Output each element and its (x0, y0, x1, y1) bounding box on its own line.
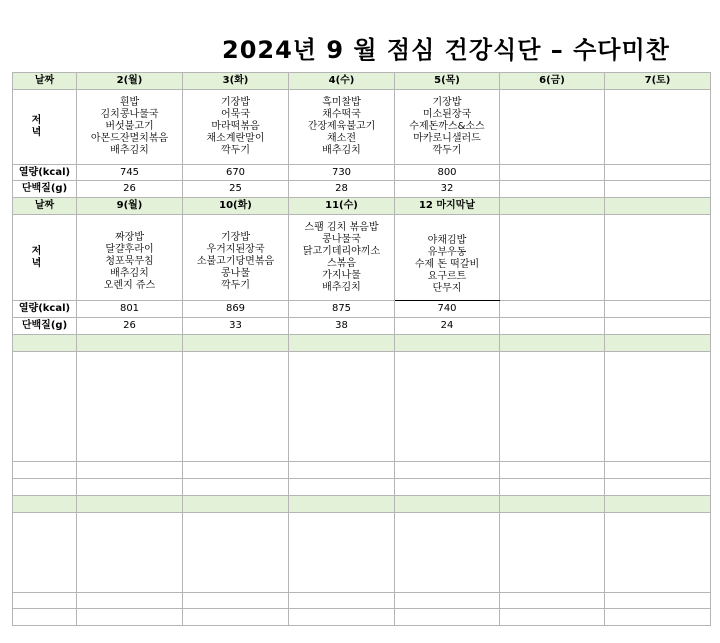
menu-item: 달걀후라이 (105, 243, 154, 255)
calories-value: 801 (77, 301, 183, 318)
meal-label: 저 녁 (13, 90, 77, 165)
menu-cell (395, 215, 500, 301)
week2-header-row (13, 198, 711, 215)
calories-value (605, 165, 711, 181)
protein-label: 단백질(g) (13, 318, 77, 335)
day-header: 10(화) (183, 198, 289, 215)
day-header: 4(수) (289, 73, 395, 90)
menu-item: 채수떡국 (322, 109, 361, 120)
protein-value: 33 (183, 318, 289, 335)
menu-item: 기장밥 (221, 97, 250, 108)
menu-item: 오렌지 쥬스 (103, 279, 156, 291)
menu-item: 마카로니샐러드 (413, 133, 481, 144)
meal-label: 저 녁 (13, 215, 77, 301)
day-header (605, 198, 711, 215)
day-header: 6(금) (500, 73, 605, 90)
page-title: 2024년 9 월 점심 건강식단 – 수다미찬 (222, 36, 670, 64)
menu-item: 콩나물 (221, 267, 250, 279)
day-header: 7(토) (605, 73, 711, 90)
week4-header-row (13, 496, 711, 513)
menu-item: 배추김치 (110, 267, 149, 279)
protein-value (605, 181, 711, 198)
day-header: 11(수) (289, 198, 395, 215)
day-header: 12 마지막날 (395, 198, 500, 215)
menu-item: 기장밥 (432, 97, 462, 108)
menu-cell (289, 215, 395, 301)
day-header: 2(월) (77, 73, 183, 90)
menu-cell (183, 215, 289, 301)
week2-menu-row (13, 215, 711, 301)
protein-value (500, 318, 605, 335)
date-label: 날짜 (13, 73, 77, 90)
calories-value: 869 (183, 301, 289, 318)
menu-item: 미소된장국 (422, 109, 472, 120)
protein-value: 32 (395, 181, 500, 198)
menu-item: 간장제육불고기 (307, 121, 376, 132)
menu-item: 채소전 (327, 133, 356, 144)
week3-protein-row (13, 479, 711, 496)
menu-item: 배추김치 (322, 281, 361, 293)
calories-value (605, 301, 711, 318)
menu-cell-empty (500, 215, 605, 301)
menu-cell-empty (500, 90, 605, 165)
menu-item: 스팸 김치 볶음밥 (304, 221, 379, 233)
calories-value: 745 (77, 165, 183, 181)
date-label: 날짜 (13, 198, 77, 215)
day-header: 3(화) (183, 73, 289, 90)
week4-menu-row (13, 513, 711, 593)
menu-item: 짜장밥 (115, 231, 144, 243)
protein-value: 26 (77, 181, 183, 198)
week1-header-row (13, 73, 711, 90)
protein-value: 25 (183, 181, 289, 198)
menu-item: 스볶음 (327, 257, 356, 269)
calories-value (500, 301, 605, 318)
menu-item: 청포묵무침 (105, 255, 154, 267)
week3-menu-row (13, 352, 711, 462)
menu-item: 수제 돈 떡갈비 (414, 258, 480, 270)
protein-value: 38 (289, 318, 395, 335)
week3-header-row (13, 335, 711, 352)
menu-item: 유부우동 (427, 246, 467, 258)
calories-value: 730 (289, 165, 395, 181)
protein-value (605, 318, 711, 335)
menu-item: 기장밥 (221, 231, 250, 243)
menu-item: 깍두기 (221, 279, 250, 291)
protein-value: 28 (289, 181, 395, 198)
week4-calories-row (13, 593, 711, 609)
protein-value: 24 (395, 318, 500, 335)
menu-item: 배추김치 (110, 145, 149, 156)
menu-item: 김치콩나물국 (100, 109, 159, 120)
week1-protein-row (13, 181, 711, 198)
menu-cell (183, 90, 289, 165)
calories-label: 열량(kcal) (13, 165, 77, 181)
lunch-menu-table (12, 72, 711, 626)
menu-item: 수제돈까스&소스 (409, 121, 485, 132)
menu-item: 흰밥 (119, 97, 140, 108)
week1-menu-row (13, 90, 711, 165)
menu-item: 깍두기 (221, 145, 250, 156)
week2-calories-row (13, 301, 711, 318)
day-header (500, 198, 605, 215)
menu-item: 마라떡볶음 (211, 121, 260, 132)
calories-value: 800 (395, 165, 500, 181)
menu-cell (395, 90, 500, 165)
menu-cell-empty (605, 90, 711, 165)
week1-calories-row (13, 165, 711, 181)
menu-item: 흑미찰밥 (322, 97, 361, 108)
menu-item: 가지나물 (322, 269, 361, 281)
menu-cell (77, 215, 183, 301)
menu-item: 요구르트 (427, 270, 467, 282)
menu-item: 단무지 (432, 282, 462, 294)
week4-protein-row (13, 609, 711, 626)
menu-cell-empty (605, 215, 711, 301)
calories-value: 740 (395, 301, 500, 318)
week3-calories-row (13, 462, 711, 479)
protein-value (500, 181, 605, 198)
menu-item: 닭고기데리야끼소 (302, 245, 381, 257)
calories-value: 875 (289, 301, 395, 318)
menu-item: 채소계란말이 (206, 133, 265, 144)
menu-item: 콩나물국 (322, 233, 361, 245)
menu-item: 어묵국 (221, 109, 250, 120)
menu-item: 우거지된장국 (206, 243, 265, 255)
protein-value: 26 (77, 318, 183, 335)
calories-label: 열량(kcal) (13, 301, 77, 318)
week2-protein-row (13, 318, 711, 335)
menu-item: 배추김치 (322, 145, 361, 156)
menu-cell (77, 90, 183, 165)
day-header: 5(목) (395, 73, 500, 90)
menu-item: 아몬드잔멸치볶음 (90, 133, 169, 144)
menu-item: 소불고기당면볶음 (196, 255, 275, 267)
day-header: 9(월) (77, 198, 183, 215)
protein-label: 단백질(g) (13, 181, 77, 198)
menu-cell (289, 90, 395, 165)
menu-item: 야채김밥 (427, 234, 467, 246)
menu-item: 깍두기 (432, 145, 462, 156)
menu-item: 버섯불고기 (105, 121, 154, 132)
calories-value: 670 (183, 165, 289, 181)
calories-value (500, 165, 605, 181)
